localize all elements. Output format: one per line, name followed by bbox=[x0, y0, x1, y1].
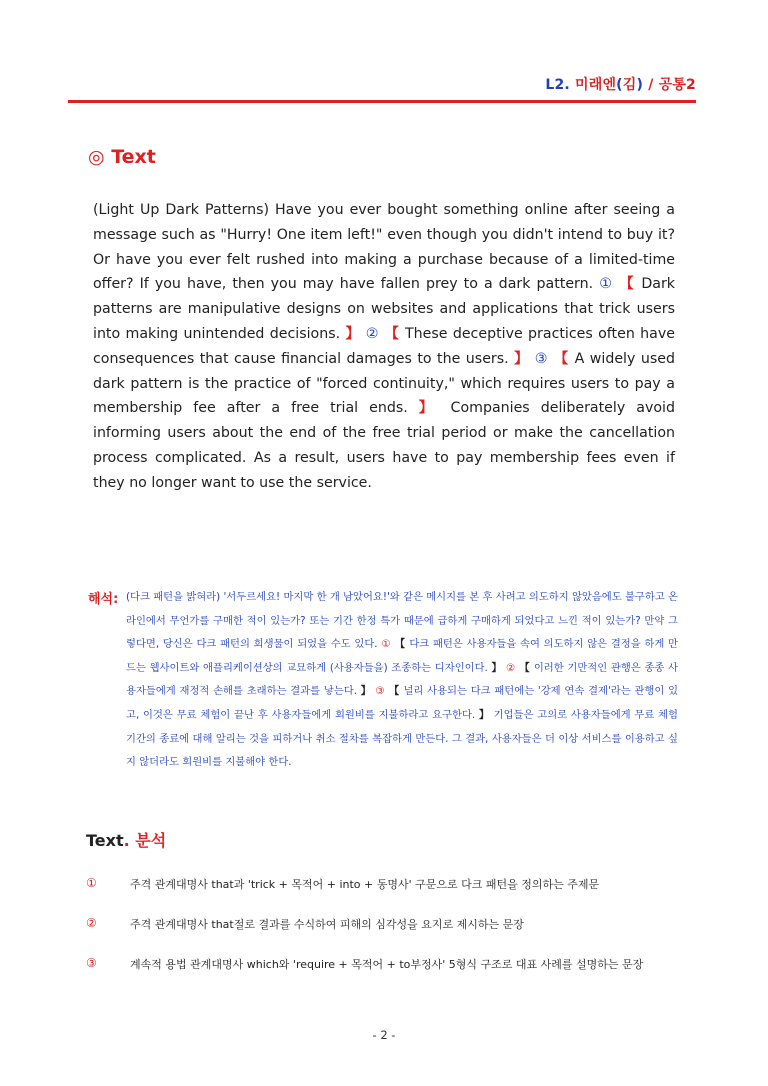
analysis-title-main: Text bbox=[86, 831, 124, 850]
analysis-item bbox=[86, 956, 686, 996]
analysis-list bbox=[86, 876, 686, 996]
translation-text bbox=[126, 586, 678, 775]
bracket-close-2: 】 bbox=[514, 350, 530, 367]
analysis-item-number: ② bbox=[86, 916, 97, 930]
analysis-item-number: ③ bbox=[86, 956, 97, 970]
translation-bracket-open-1: 【 bbox=[394, 638, 406, 651]
passage-sentence-intro: (Light Up Dark Patterns) Have you ever bought something online after seeing a message such as "Hurry! One item left!" even though you didn't intend to buy it? Or have you ever felt rushed into making a purchase because of a limited-time offer? If you have, then you may have fallen prey to a dark pattern. bbox=[93, 202, 675, 293]
header-author: 김 bbox=[622, 77, 637, 93]
marker-2: ② bbox=[365, 325, 380, 342]
passage-text bbox=[93, 198, 675, 496]
analysis-item-text: 계속적 용법 관계대명사 which와 'require + 목적어 + to부정사' 5형식 구조로 대표 사례를 설명하는 문장 bbox=[130, 958, 644, 971]
passage-sentence-2: These deceptive practices often have consequences that cause financial damages to the users. bbox=[93, 325, 675, 367]
header-paren-open: ( bbox=[616, 77, 623, 93]
passage-sentence-conclusion: Companies deliberately avoid informing users about the end of the free trial period or make the cancellation process complicated. As a result, users have to pay membership fees even if they no longer want to use the service. bbox=[93, 400, 675, 491]
analysis-item-text: 주격 관계대명사 that과 'trick + 목적어 + into + 동명사' 구문으로 다크 패턴을 정의하는 주제문 bbox=[130, 878, 600, 891]
bracket-open-1: 【 bbox=[619, 276, 636, 293]
translation-bracket-close-1: 】 bbox=[491, 661, 503, 674]
analysis-item bbox=[86, 876, 686, 916]
translation-sentence-1: 다크 패턴은 사용자들을 속여 의도하지 않은 결정을 하게 만드는 웹사이트와 애플리케이션상의 교묘하게 (사용자들을) 조종하는 디자인이다. bbox=[126, 638, 679, 674]
bracket-open-2: 【 bbox=[384, 325, 400, 342]
marker-3: ③ bbox=[534, 350, 549, 367]
translation-sentence-conclusion: 기업들은 고의로 사용자들에게 무료 체험 기간의 종료에 대해 알리는 것을 피하거나 취소 절차를 복잡하게 만든다. 그 결과, 사용자들은 더 이상 서비스를 이용하고 싶지 않더라도 회원비를 지불해야 한다. bbox=[126, 708, 678, 769]
translation-bracket-open-3: 【 bbox=[388, 685, 400, 698]
translation-sentence-2: 이러한 기만적인 관행은 종종 사용자들에게 재정적 손해를 초래하는 결과를 낳는다. bbox=[126, 661, 678, 698]
page-header bbox=[545, 74, 696, 94]
bracket-close-3: 】 bbox=[418, 400, 440, 417]
analysis-title-accent: . 분석 bbox=[123, 831, 167, 850]
header-publisher: 미래엔 bbox=[575, 77, 617, 93]
translation-bracket-close-2: 】 bbox=[360, 685, 372, 698]
translation-sentence-3: 널리 사용되는 다크 패턴에는 '강제 연속 결제'라는 관행이 있고, 이것은 무료 체험이 끝난 후 사용자들에게 회원비를 지불하라고 요구한다. bbox=[126, 685, 679, 721]
bracket-open-3: 【 bbox=[553, 350, 570, 367]
translation-bracket-open-2: 【 bbox=[519, 661, 531, 674]
analysis-item-text: 주격 관계대명사 that절로 결과를 수식하여 피해의 심각성을 요지로 제시하는 문장 bbox=[130, 918, 524, 931]
translation-marker-3: ③ bbox=[375, 685, 386, 698]
header-divider bbox=[68, 100, 696, 103]
passage-sentence-3: A widely used dark pattern is the practice of "forced continuity," which requires users to pay a membership fee after a free trial ends. bbox=[93, 350, 675, 417]
page-number: - 2 - bbox=[372, 1028, 396, 1042]
translation-sentence-intro: (다크 패턴을 밝혀라) '서두르세요! 마지막 한 개 남았어요!'와 같은 메시지를 본 후 사려고 의도하지 않았음에도 불구하고 온라인에서 무언가를 구매한 적이 있는가? 또는 기간 한정 특가 때문에 급하게 구매하게 되었다고 느낀 적이 있는가? 만약 그렇다면, 당신은 다크 패턴의 희생물이 되었을 수도 있다. bbox=[126, 591, 678, 651]
section-title: ◎ Text bbox=[88, 146, 156, 168]
translation-marker-1: ① bbox=[381, 638, 392, 651]
analysis-item-number: ① bbox=[86, 876, 97, 890]
passage-sentence-1: Dark patterns are manipulative designs on websites and applications that trick users into making unintended decisions. bbox=[93, 276, 675, 342]
analysis-item bbox=[86, 916, 686, 956]
marker-1: ① bbox=[599, 276, 614, 293]
translation-bracket-close-3: 】 bbox=[479, 708, 490, 721]
header-separator: / bbox=[648, 77, 654, 93]
analysis-title bbox=[86, 828, 166, 851]
header-section: 공통2 bbox=[658, 77, 696, 93]
translation-marker-2: ② bbox=[506, 661, 516, 674]
header-paren-close: ) bbox=[636, 77, 644, 93]
header-prefix: L2. bbox=[545, 77, 570, 93]
translation-label: 해석: bbox=[88, 592, 119, 607]
bracket-close-1: 】 bbox=[345, 325, 361, 342]
